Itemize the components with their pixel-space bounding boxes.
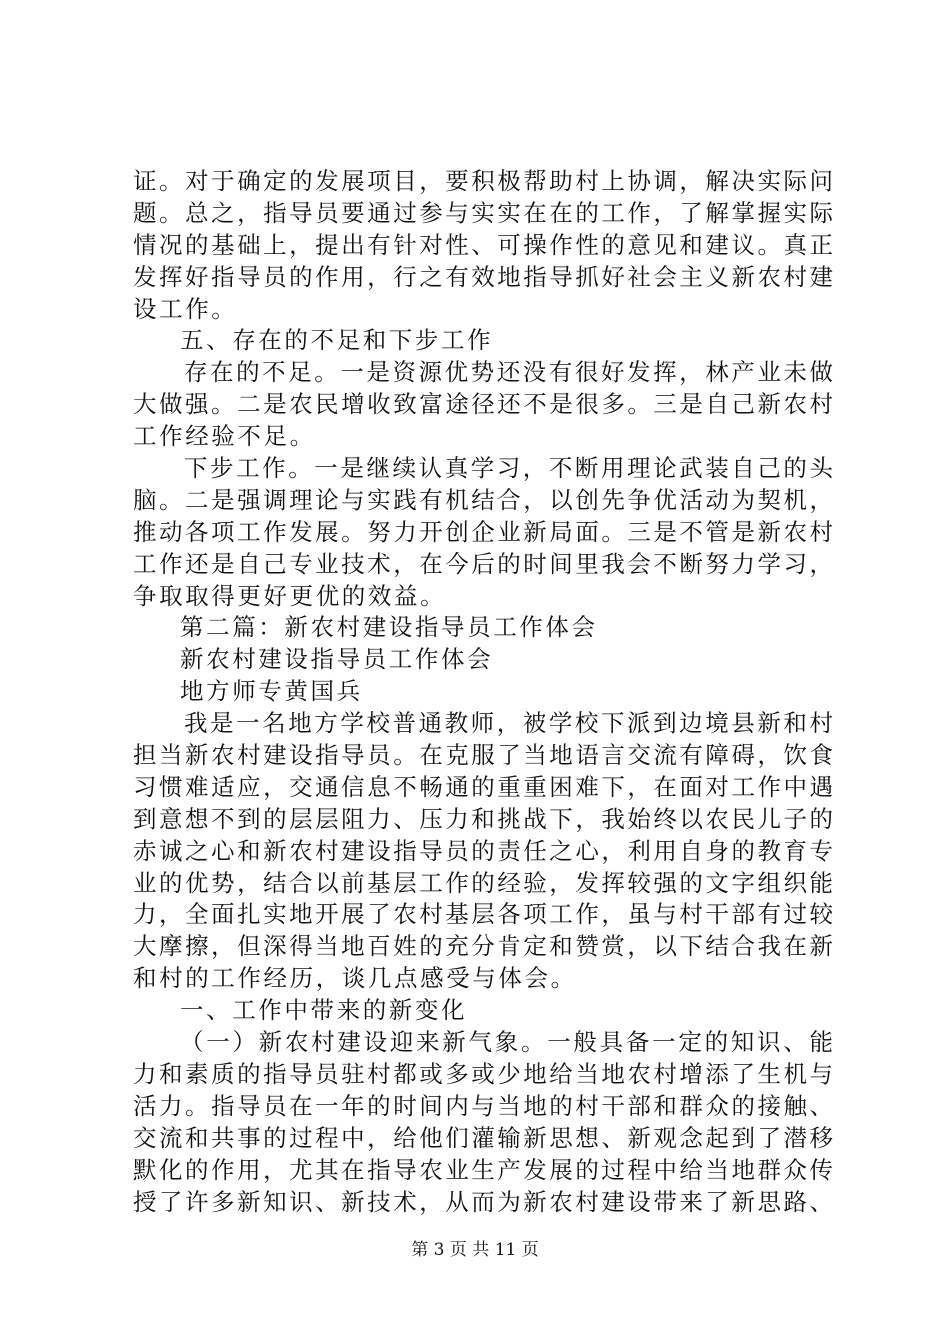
text-line: 大摩擦，但深得当地百姓的充分肯定和赞赏，以下结合我在新 (133, 932, 833, 961)
document-body (133, 166, 833, 1218)
text-line: 一、工作中带来的新变化 (180, 996, 468, 1025)
text-line: 大做强。二是农民增收致富途径还不是很多。三是自己新农村 (133, 390, 833, 419)
text-line: 默化的作用，尤其在指导农业生产发展的过程中给当地群众传 (133, 1155, 833, 1184)
text-line: 业的优势，结合以前基层工作的经验，发挥较强的文字组织能 (133, 868, 833, 897)
text-line: 脑。二是强调理论与实践有机结合，以创先争优活动为契机， (133, 485, 833, 514)
text-line: 和村的工作经历，谈几点感受与体会。 (133, 964, 577, 993)
text-line: 地方师专黄国兵 (180, 677, 363, 706)
text-line: 担当新农村建设指导员。在克服了当地语言交流有障碍，饮食 (133, 741, 833, 770)
page-footer: 第 3 页 共 11 页 (411, 1240, 539, 1260)
text-line: 赤诚之心和新农村建设指导员的责任之心，利用自身的教育专 (133, 836, 833, 865)
text-line: 证。对于确定的发展项目，要积极帮助村上协调，解决实际问 (133, 167, 833, 195)
text-line: 习惯难适应，交通信息不畅通的重重困难下，在面对工作中遇 (133, 772, 833, 801)
text-line: 五、存在的不足和下步工作 (180, 326, 494, 355)
text-line: 发挥好指导员的作用，行之有效地指导抓好社会主义新农村建 (133, 262, 833, 291)
text-line: 授了许多新知识、新技术，从而为新农村建设带来了新思路、 (133, 1187, 833, 1216)
text-line: 设工作。 (133, 294, 238, 323)
text-line: 力和素质的指导员驻村都或多或少地给当地农村增添了生机与 (133, 1059, 833, 1088)
text-line: 我是一名地方学校普通教师，被学校下派到边境县新和村 (184, 709, 833, 738)
text-line: 第二篇：新农村建设指导员工作体会 (180, 613, 598, 642)
text-line: 新农村建设指导员工作体会 (180, 645, 494, 674)
text-line: 下步工作。一是继续认真学习，不断用理论武装自己的头 (184, 454, 833, 483)
text-line: 活力。指导员在一年的时间内与当地的村干部和群众的接触、 (133, 1091, 833, 1120)
text-line: 存在的不足。一是资源优势还没有很好发挥，林产业未做 (184, 358, 833, 387)
text-line: 推动各项工作发展。努力开创企业新局面。三是不管是新农村 (133, 517, 833, 546)
text-line: 到意想不到的层层阻力、压力和挑战下，我始终以农民儿子的 (133, 804, 833, 833)
text-line: 工作还是自己专业技术，在今后的时间里我会不断努力学习， (133, 549, 833, 578)
text-line: （一）新农村建设迎来新气象。一般具备一定的知识、能 (180, 1028, 833, 1057)
text-line: 情况的基础上，提出有针对性、可操作性的意见和建议。真正 (133, 230, 833, 259)
text-line: 交流和共事的过程中，给他们灌输新思想、新观念起到了潜移 (133, 1123, 833, 1152)
text-line: 题。总之，指导员要通过参与实实在在的工作，了解掌握实际 (133, 198, 833, 227)
text-line: 力，全面扎实地开展了农村基层各项工作，虽与村干部有过较 (133, 900, 833, 929)
text-line: 工作经验不足。 (133, 422, 316, 451)
text-line: 争取取得更好更优的效益。 (133, 581, 447, 610)
